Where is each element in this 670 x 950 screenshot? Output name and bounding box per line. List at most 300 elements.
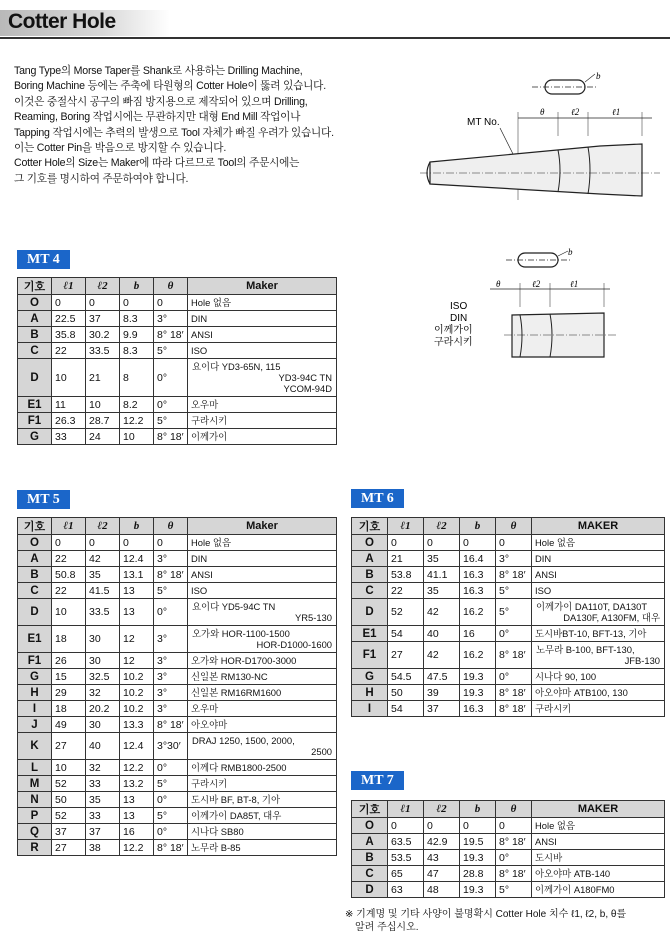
- cell-code: A: [18, 311, 52, 327]
- header-b: b: [460, 518, 496, 535]
- cell-code: G: [352, 669, 388, 685]
- cell-l2: 0: [86, 295, 120, 311]
- cell-theta: 3°: [154, 669, 188, 685]
- cell-theta: 8° 18′: [154, 840, 188, 856]
- header-theta: θ: [496, 518, 532, 535]
- table-row: [18, 808, 337, 824]
- cell-theta: 3°: [154, 701, 188, 717]
- diagram2-theta-label: θ: [496, 279, 501, 289]
- cell-l2: 21: [86, 359, 120, 397]
- cell-l1: 54.5: [388, 669, 424, 685]
- cell-code: E1: [18, 626, 52, 653]
- mt4-table: [17, 277, 337, 445]
- cell-code: C: [18, 343, 52, 359]
- cell-l1: 18: [52, 701, 86, 717]
- cell-code: P: [18, 808, 52, 824]
- cell-maker: 시나다 SB80: [188, 824, 337, 840]
- table-row: [352, 701, 665, 717]
- cell-theta: 0°: [154, 359, 188, 397]
- cell-l1: 11: [52, 397, 86, 413]
- mt7-table: [351, 800, 665, 898]
- cell-code: H: [18, 685, 52, 701]
- cell-b: 13.3: [120, 717, 154, 733]
- header-l1: ℓ1: [52, 518, 86, 535]
- maker-line: YR5-130: [294, 612, 332, 623]
- cell-code: F1: [352, 642, 388, 669]
- cell-code: D: [18, 599, 52, 626]
- cell-l2: 37: [424, 701, 460, 717]
- cell-l1: 26.3: [52, 413, 86, 429]
- header-maker: Maker: [188, 278, 337, 295]
- maker-line: 노무라 B-100, BFT-130,: [536, 644, 635, 655]
- cell-l2: 47.5: [424, 669, 460, 685]
- cell-code: D: [18, 359, 52, 397]
- cell-theta: 5°: [496, 599, 532, 626]
- cell-code: E1: [18, 397, 52, 413]
- cell-b: 28.8: [460, 866, 496, 882]
- cell-code: D: [352, 599, 388, 626]
- maker-line: DRAJ 1250, 1500, 2000,: [192, 735, 295, 746]
- cell-b: 12.4: [120, 733, 154, 760]
- table-row: [18, 840, 337, 856]
- cell-theta: 8° 18′: [154, 717, 188, 733]
- cell-l2: 30.2: [86, 327, 120, 343]
- cell-theta: 0°: [496, 850, 532, 866]
- cell-code: D: [352, 882, 388, 898]
- header-l2: ℓ2: [86, 278, 120, 295]
- cell-b: 19.3: [460, 669, 496, 685]
- diagram2-label-ikegai: 이께가이: [434, 325, 473, 336]
- cell-b: 12.2: [120, 840, 154, 856]
- intro-line: Tapping 작업시에는 추력의 발생으로 Tool 자체가 빠질 우려가 있습니다.: [14, 126, 334, 139]
- cell-b: 10.2: [120, 685, 154, 701]
- cell-l1: 52: [52, 776, 86, 792]
- title-bar: [0, 6, 670, 38]
- cell-maker: [188, 626, 337, 653]
- cell-l2: 42: [424, 599, 460, 626]
- cell-l2: 43: [424, 850, 460, 866]
- table-row: [18, 653, 337, 669]
- cell-b: 16.3: [460, 567, 496, 583]
- cell-maker: [188, 359, 337, 397]
- cell-l2: 41.5: [86, 583, 120, 599]
- cell-code: H: [352, 685, 388, 701]
- header-l1: ℓ1: [388, 518, 424, 535]
- diagram2-b-label: b: [568, 247, 573, 257]
- intro-line: 이는 Cotter Pin을 박음으로 방지할 수 있습니다.: [14, 142, 227, 155]
- cell-maker: 신일본 RM16RM1600: [188, 685, 337, 701]
- cell-b: 13: [120, 583, 154, 599]
- cell-l1: 21: [388, 551, 424, 567]
- cell-l1: 22: [388, 583, 424, 599]
- table-row: [18, 359, 337, 397]
- cell-b: 16.3: [460, 701, 496, 717]
- header-b: b: [460, 801, 496, 818]
- table-row: [352, 535, 665, 551]
- cell-theta: 5°: [154, 776, 188, 792]
- cell-l1: 27: [388, 642, 424, 669]
- cell-b: 0: [460, 535, 496, 551]
- shank-diagram-mt: [420, 70, 670, 240]
- header-b: b: [120, 518, 154, 535]
- cell-code: R: [18, 840, 52, 856]
- header-l1: ℓ1: [388, 801, 424, 818]
- mt6-label: MT 6: [351, 489, 404, 508]
- cell-l2: 42: [86, 551, 120, 567]
- table-row: [18, 413, 337, 429]
- cell-b: 16.2: [460, 599, 496, 626]
- header-code: 기호: [18, 518, 52, 535]
- cell-l1: 27: [52, 840, 86, 856]
- cell-maker: ISO: [188, 343, 337, 359]
- table-row: [18, 776, 337, 792]
- cell-code: O: [352, 535, 388, 551]
- cell-l2: 38: [86, 840, 120, 856]
- table-row: [18, 535, 337, 551]
- cell-theta: 5°: [496, 882, 532, 898]
- cell-l1: 53.5: [388, 850, 424, 866]
- cell-l1: 50: [52, 792, 86, 808]
- maker-line: YD3-94C TN: [278, 372, 332, 383]
- cell-b: 16: [120, 824, 154, 840]
- cell-maker: ISO: [188, 583, 337, 599]
- cell-l2: 32: [86, 760, 120, 776]
- cell-theta: 8° 18′: [496, 685, 532, 701]
- cell-maker: 신일본 RM130-NC: [188, 669, 337, 685]
- table-row: [352, 818, 665, 834]
- cell-l2: 35: [424, 551, 460, 567]
- table-row: [18, 551, 337, 567]
- table-row: [18, 626, 337, 653]
- cell-l2: 32.5: [86, 669, 120, 685]
- cell-theta: 5°: [496, 583, 532, 599]
- cell-l2: 40: [86, 733, 120, 760]
- cell-b: 16: [460, 626, 496, 642]
- table-row: [18, 567, 337, 583]
- cell-l1: 53.8: [388, 567, 424, 583]
- cell-theta: 0°: [496, 626, 532, 642]
- cell-maker: [188, 733, 337, 760]
- mt7-label: MT 7: [351, 771, 404, 790]
- cell-b: 13.2: [120, 776, 154, 792]
- cell-l1: 10: [52, 599, 86, 626]
- maker-line: 요이다 YD5-94C TN: [192, 601, 276, 612]
- cell-maker: Hole 없음: [532, 535, 665, 551]
- cell-l2: 41.1: [424, 567, 460, 583]
- table-row: [352, 583, 665, 599]
- cell-theta: 0: [154, 535, 188, 551]
- cell-l1: 35.8: [52, 327, 86, 343]
- cell-l1: 33: [52, 429, 86, 445]
- cell-l1: 49: [52, 717, 86, 733]
- header-l2: ℓ2: [424, 518, 460, 535]
- cell-l1: 50.8: [52, 567, 86, 583]
- header-theta: θ: [154, 518, 188, 535]
- cell-theta: 0°: [154, 760, 188, 776]
- cell-theta: 8° 18′: [496, 866, 532, 882]
- cell-b: 13: [120, 599, 154, 626]
- maker-line: DA130F, A130FM, 대우: [563, 612, 660, 623]
- table-row: [352, 599, 665, 626]
- cell-l2: 30: [86, 653, 120, 669]
- header-l2: ℓ2: [86, 518, 120, 535]
- cell-l2: 28.7: [86, 413, 120, 429]
- cell-maker: ANSI: [532, 567, 665, 583]
- diagram1-l2-label: ℓ2: [571, 107, 580, 117]
- shank-diagram-iso: [420, 245, 670, 385]
- header-l2: ℓ2: [424, 801, 460, 818]
- intro-paragraph: [14, 64, 364, 187]
- table-row: [18, 599, 337, 626]
- header-code: 기호: [352, 518, 388, 535]
- cell-maker: 이께다 RMB1800-2500: [188, 760, 337, 776]
- cell-code: N: [18, 792, 52, 808]
- title-underline: [0, 37, 670, 39]
- cell-theta: 8° 18′: [496, 642, 532, 669]
- cell-theta: 3°: [154, 551, 188, 567]
- cell-l2: 24: [86, 429, 120, 445]
- cell-code: O: [18, 295, 52, 311]
- cell-l1: 54: [388, 626, 424, 642]
- diagram2-label-din: DIN: [450, 313, 468, 324]
- cell-b: 19.3: [460, 882, 496, 898]
- mt5-label: MT 5: [17, 490, 70, 509]
- cell-code: C: [352, 583, 388, 599]
- diagram2-l1-label: ℓ1: [570, 279, 579, 289]
- cell-code: F1: [18, 413, 52, 429]
- table-row: [352, 551, 665, 567]
- cell-code: K: [18, 733, 52, 760]
- cell-b: 0: [120, 535, 154, 551]
- cell-l2: 33: [86, 808, 120, 824]
- cell-theta: 0°: [154, 824, 188, 840]
- diagram2-label-iso: ISO: [450, 301, 468, 312]
- cell-theta: 0: [496, 818, 532, 834]
- cell-maker: 구라시키: [532, 701, 665, 717]
- cell-l2: 20.2: [86, 701, 120, 717]
- cell-l2: 35: [86, 792, 120, 808]
- cell-l2: 40: [424, 626, 460, 642]
- diagram1-l1-label: ℓ1: [612, 107, 621, 117]
- maker-line: 2500: [311, 746, 332, 757]
- cell-maker: 아오야마: [188, 717, 337, 733]
- cell-theta: 3°30′: [154, 733, 188, 760]
- cell-l1: 27: [52, 733, 86, 760]
- cell-l2: 35: [86, 567, 120, 583]
- cell-code: E1: [352, 626, 388, 642]
- cell-b: 12.2: [120, 760, 154, 776]
- table-row: [352, 850, 665, 866]
- cell-maker: [188, 599, 337, 626]
- intro-line: 이것은 중절삭시 공구의 빠짐 방지용으로 제작되어 있으며 Drilling,: [14, 95, 308, 108]
- table-row: [352, 834, 665, 850]
- cell-l2: 33.5: [86, 599, 120, 626]
- cell-l2: 0: [424, 535, 460, 551]
- cell-l2: 33: [86, 776, 120, 792]
- cell-b: 12.2: [120, 413, 154, 429]
- cell-maker: 노무라 B-85: [188, 840, 337, 856]
- mt6-table: [351, 517, 665, 717]
- cell-code: A: [352, 551, 388, 567]
- cell-theta: 8° 18′: [154, 327, 188, 343]
- cell-b: 8.2: [120, 397, 154, 413]
- cell-b: 10: [120, 429, 154, 445]
- cell-l1: 52: [388, 599, 424, 626]
- maker-line: JFB-130: [624, 655, 660, 666]
- cell-l2: 0: [86, 535, 120, 551]
- table-row: [352, 626, 665, 642]
- cell-l2: 30: [86, 717, 120, 733]
- mt5-table: [17, 517, 337, 856]
- cell-code: J: [18, 717, 52, 733]
- cell-code: B: [18, 567, 52, 583]
- cell-code: F1: [18, 653, 52, 669]
- table-row: [18, 295, 337, 311]
- maker-line: 요이다 YD3-65N, 115: [192, 361, 281, 372]
- cell-maker: 오가와 HOR-D1700-3000: [188, 653, 337, 669]
- cell-l2: 48: [424, 882, 460, 898]
- cell-l1: 37: [52, 824, 86, 840]
- cell-maker: ANSI: [188, 327, 337, 343]
- header-code: 기호: [352, 801, 388, 818]
- cell-l1: 22.5: [52, 311, 86, 327]
- cell-code: I: [18, 701, 52, 717]
- cell-b: 13: [120, 792, 154, 808]
- cell-code: A: [18, 551, 52, 567]
- table-row: [18, 669, 337, 685]
- cell-l1: 26: [52, 653, 86, 669]
- cell-b: 13.1: [120, 567, 154, 583]
- cell-maker: 오우마: [188, 701, 337, 717]
- table-row: [18, 685, 337, 701]
- cell-maker: DIN: [188, 311, 337, 327]
- cell-maker: ANSI: [532, 834, 665, 850]
- header-b: b: [120, 278, 154, 295]
- cell-theta: 8° 18′: [154, 567, 188, 583]
- intro-line: Tang Type의 Morse Taper를 Shank로 사용하는 Drilling Machine,: [14, 65, 303, 77]
- cell-b: 13: [120, 808, 154, 824]
- cell-theta: 3°: [154, 685, 188, 701]
- table-row: [352, 669, 665, 685]
- header-l1: ℓ1: [52, 278, 86, 295]
- cell-b: 19.3: [460, 850, 496, 866]
- table-row: [18, 792, 337, 808]
- cell-b: 19.5: [460, 834, 496, 850]
- cell-b: 16.3: [460, 583, 496, 599]
- cell-l1: 50: [388, 685, 424, 701]
- table-row: [18, 583, 337, 599]
- maker-line: YCOM-94D: [283, 383, 332, 394]
- cell-l2: 32: [86, 685, 120, 701]
- cell-l2: 35: [424, 583, 460, 599]
- cell-maker: Hole 없음: [188, 535, 337, 551]
- cell-maker: ISO: [532, 583, 665, 599]
- cell-l1: 65: [388, 866, 424, 882]
- header-code: 기호: [18, 278, 52, 295]
- table-row: [352, 642, 665, 669]
- table-row: [18, 327, 337, 343]
- cell-code: M: [18, 776, 52, 792]
- cell-maker: 이께가이 DA85T, 대우: [188, 808, 337, 824]
- cell-l1: 18: [52, 626, 86, 653]
- cell-maker: 아오야마 ATB100, 130: [532, 685, 665, 701]
- cell-theta: 0°: [496, 669, 532, 685]
- cell-l1: 54: [388, 701, 424, 717]
- cell-maker: 이께가이: [188, 429, 337, 445]
- cell-theta: 3°: [154, 653, 188, 669]
- cell-b: 10.2: [120, 701, 154, 717]
- cell-theta: 8° 18′: [496, 701, 532, 717]
- cell-theta: 5°: [154, 583, 188, 599]
- mt4-label: MT 4: [17, 250, 70, 269]
- cell-theta: 8° 18′: [496, 834, 532, 850]
- cell-l2: 37: [86, 824, 120, 840]
- cell-theta: 0: [154, 295, 188, 311]
- cell-l1: 0: [388, 535, 424, 551]
- diagram1-b-label: b: [596, 71, 601, 81]
- table-row: [18, 824, 337, 840]
- cell-l1: 22: [52, 551, 86, 567]
- page-title: Cotter Hole: [8, 10, 116, 33]
- cell-theta: 0°: [154, 397, 188, 413]
- footnote-line: ※ 기계명 및 기타 사양이 불명확시 Cotter Hole 치수 ℓ1, ℓ2, b, θ를: [345, 909, 627, 920]
- cell-code: B: [352, 567, 388, 583]
- cell-l1: 52: [52, 808, 86, 824]
- cell-b: 16.4: [460, 551, 496, 567]
- cell-maker: 이께가이 A180FM0: [532, 882, 665, 898]
- cell-l1: 22: [52, 343, 86, 359]
- cell-b: 8.3: [120, 343, 154, 359]
- cell-l1: 0: [388, 818, 424, 834]
- cell-maker: DIN: [188, 551, 337, 567]
- diagram2-label-kurashiki: 구라시키: [434, 337, 473, 348]
- cell-theta: 5°: [154, 808, 188, 824]
- cell-l1: 10: [52, 359, 86, 397]
- header-theta: θ: [154, 278, 188, 295]
- cell-l2: 42: [424, 642, 460, 669]
- cell-maker: [532, 599, 665, 626]
- table-row: [18, 760, 337, 776]
- table-row: [18, 733, 337, 760]
- header-maker: Maker: [188, 518, 337, 535]
- intro-line: Boring Machine 등에는 주축에 타원형의 Cotter Hole이 뚫려 있습니다.: [14, 80, 326, 93]
- diagram1-theta-label: θ: [540, 107, 545, 117]
- table-row: [18, 701, 337, 717]
- cell-l1: 63.5: [388, 834, 424, 850]
- cell-l2: 10: [86, 397, 120, 413]
- footnote: [345, 908, 665, 934]
- cell-b: 12: [120, 653, 154, 669]
- cell-theta: 5°: [154, 343, 188, 359]
- cell-l2: 37: [86, 311, 120, 327]
- header-maker: MAKER: [532, 518, 665, 535]
- cell-code: L: [18, 760, 52, 776]
- cell-b: 12.4: [120, 551, 154, 567]
- cell-theta: 0°: [154, 599, 188, 626]
- cell-code: B: [352, 850, 388, 866]
- cell-l1: 29: [52, 685, 86, 701]
- cell-theta: 3°: [154, 626, 188, 653]
- cell-maker: 오우마: [188, 397, 337, 413]
- cell-maker: 도시바: [532, 850, 665, 866]
- cell-code: Q: [18, 824, 52, 840]
- cell-l1: 0: [52, 535, 86, 551]
- maker-line: 오가와 HOR-1100-1500: [192, 628, 290, 639]
- cell-code: G: [18, 429, 52, 445]
- table-row: [352, 866, 665, 882]
- cell-maker: 시나다 90, 100: [532, 669, 665, 685]
- cell-maker: 구라시키: [188, 776, 337, 792]
